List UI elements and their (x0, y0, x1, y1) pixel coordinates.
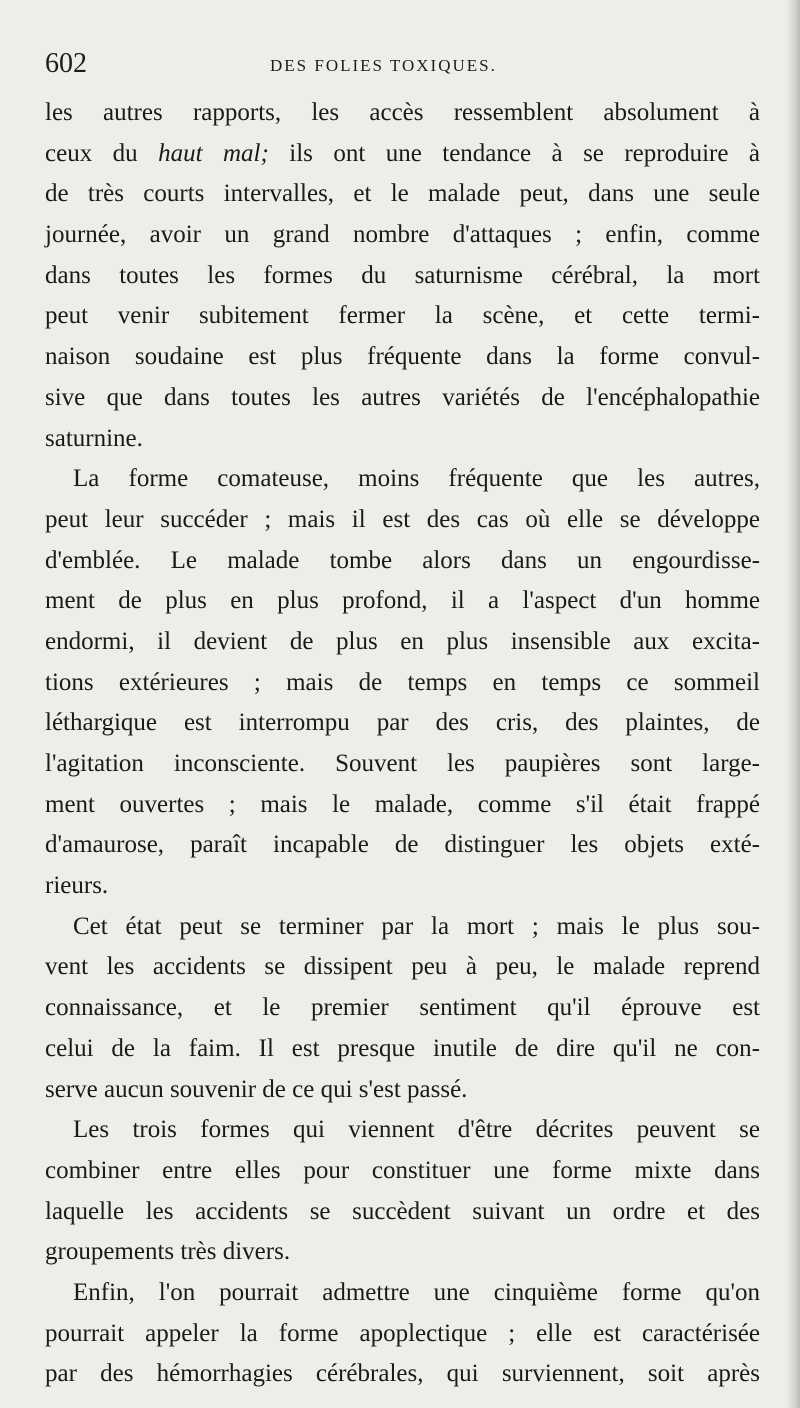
text-line: Les trois formes qui viennent d'être décrites peuvent se (73, 1116, 760, 1144)
text-line: peut leur succéder ; mais il est des cas où elle se développe (45, 505, 760, 533)
text-line: Cet état peut se terminer par la mort ; mais le plus sou- (73, 912, 760, 940)
text-line: ment ouvertes ; mais le malade, comme s'il était frappé (45, 790, 760, 818)
text-line: sive que dans toutes les autres variétés de l'encéphalopathie (45, 383, 760, 411)
body-text (45, 93, 760, 1395)
text-line: celui de la faim. Il est presque inutile de dire qu'il ne con- (45, 1034, 760, 1062)
text-line: laquelle les accidents se succèdent suivant un ordre et des (45, 1197, 760, 1225)
page-edge-shadow (786, 0, 800, 1408)
text-line: endormi, il devient de plus en plus insensible aux excita- (45, 627, 760, 655)
text-line: ment de plus en plus profond, il a l'aspect d'un homme (45, 587, 760, 615)
text-line: de très courts intervalles, et le malade peut, dans une seule (45, 180, 760, 208)
text-line: rieurs. (45, 872, 109, 900)
text-segment: ceux du (45, 139, 159, 167)
page-number: 602 (45, 48, 87, 79)
text-line: La forme comateuse, moins fréquente que les autres, (73, 465, 760, 493)
text-line (45, 134, 760, 175)
running-title: DES FOLIES TOXIQUES. (270, 56, 497, 75)
text-line: saturnine. (45, 424, 143, 452)
text-line: d'emblée. Le malade tombe alors dans un engourdisse- (45, 546, 760, 574)
text-line: serve aucun souvenir de ce qui s'est passé. (45, 1075, 468, 1103)
text-line: combiner entre elles pour constituer une forme mixte dans (45, 1156, 760, 1184)
page-header (45, 44, 760, 84)
text-line: les autres rapports, les accès ressemblent absolument à (45, 99, 760, 126)
text-line: pourrait appeler la forme apoplectique ; elle est caractérisée (45, 1319, 760, 1347)
text-line: dans toutes les formes du saturnisme cérébral, la mort (45, 261, 760, 289)
text-line: tions extérieures ; mais de temps en temps ce sommeil (45, 668, 760, 696)
text-line: Enfin, l'on pourrait admettre une cinquième forme qu'on (73, 1278, 760, 1306)
text-line: peut venir subitement fermer la scène, et cette termi- (45, 302, 760, 330)
text-line: par des hémorrhagies cérébrales, qui surviennent, soit après (45, 1360, 760, 1388)
text-line: d'amaurose, paraît incapable de distinguer les objets exté- (45, 831, 760, 859)
text-line: vent les accidents se dissipent peu à peu, le malade reprend (45, 953, 760, 981)
text-line: journée, avoir un grand nombre d'attaques ; enfin, comme (45, 221, 760, 249)
text-line: léthargique est interrompu par des cris, des plaintes, de (45, 709, 760, 737)
text-line: l'agitation inconsciente. Souvent les paupières sont large- (45, 750, 760, 777)
text-line: groupements très divers. (45, 1238, 291, 1266)
italic-phrase: haut mal; (158, 139, 269, 167)
text-line: naison soudaine est plus fréquente dans la forme convul- (45, 343, 760, 371)
text-segment: ils ont une tendance à se reproduire à (268, 139, 760, 167)
text-line: connaissance, et le premier sentiment qu'il éprouve est (45, 994, 760, 1022)
